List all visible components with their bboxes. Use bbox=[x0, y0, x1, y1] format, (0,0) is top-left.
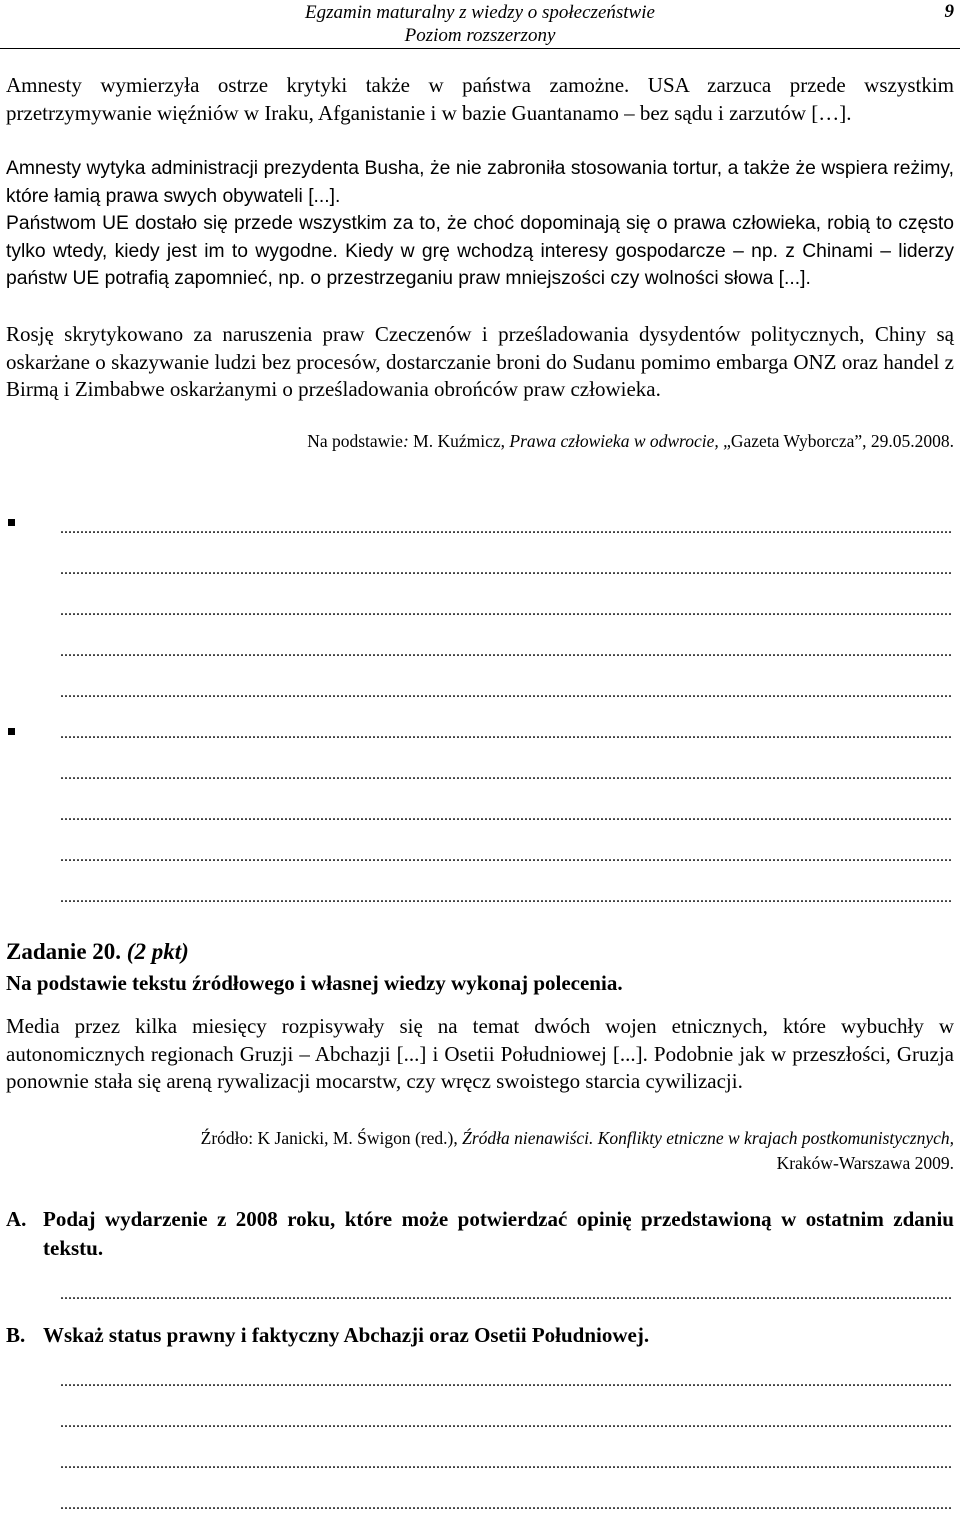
task-source-text: Media przez kilka miesięcy rozpisywały się na temat dwóch wojen etnicznych, które wybuchły w autonomicznych regionach Gruzji – Abchazji [...] i Osetii Południowej [...]. Podobnie jak w przeszłości, Gruzja ponownie stała się areną rywalizacji mocarstw, czy wręcz swoistego starcia cywilizacji. bbox=[6, 1014, 954, 1094]
exam-level: Poziom rozszerzony bbox=[404, 25, 556, 46]
bullet-2-icon bbox=[8, 728, 15, 735]
citation-colon: : bbox=[402, 431, 409, 451]
answer-line[interactable]: ............................................................................................................................................................................................................................... bbox=[60, 807, 952, 824]
citation-author: M. Kuźmicz, bbox=[408, 431, 510, 451]
answer-line[interactable]: ............................................................................................................................................................................................................................... bbox=[60, 561, 952, 578]
task-points: (2 pkt) bbox=[126, 939, 189, 964]
citation-rest: „Gazeta Wyborcza”, 29.05.2008. bbox=[718, 431, 954, 451]
answer-line[interactable]: ............................................................................................................................................................................................................................... bbox=[60, 1286, 952, 1303]
answer-line[interactable]: ............................................................................................................................................................................................................................... bbox=[60, 1496, 952, 1513]
answer-line[interactable]: ............................................................................................................................................................................................................................... bbox=[60, 602, 952, 619]
page-header bbox=[0, 0, 960, 49]
task-instruction: Na podstawie tekstu źródłowego i własnej wiedzy wykonaj polecenia. bbox=[6, 971, 623, 995]
citation-title: Prawa człowieka w odwrocie, bbox=[509, 431, 719, 451]
task-20-title bbox=[6, 938, 189, 966]
citation-title: Źródła nienawiści. Konflikty etniczne w krajach postkomunistycznych, bbox=[462, 1128, 954, 1148]
answer-line[interactable]: ............................................................................................................................................................................................................................... bbox=[60, 643, 952, 660]
answer-line[interactable]: ............................................................................................................................................................................................................................... bbox=[60, 684, 952, 701]
source-citation-1 bbox=[6, 430, 954, 452]
answer-line[interactable]: ............................................................................................................................................................................................................................... bbox=[60, 1455, 952, 1472]
bullet-1-icon bbox=[8, 519, 15, 526]
exam-title: Egzamin maturalny z wiedzy o społeczeństwie bbox=[305, 2, 655, 23]
answer-line[interactable]: ............................................................................................................................................................................................................................... bbox=[60, 848, 952, 865]
answer-line[interactable]: ............................................................................................................................................................................................................................... bbox=[60, 1414, 952, 1431]
source-paragraph-3: Państwom UE dostało się przede wszystkim za to, że choć dopominają się o prawa człowieka, robią to często tylko wtedy, kiedy jest im to wygodne. Kiedy w grę wchodzą interesy gospodarcze – np. z Chinami – liderzy państw UE potrafią zapomnieć, np. o przestrzeganiu praw mniejszości czy wolności słowa [...]. bbox=[6, 213, 954, 290]
question-a bbox=[6, 1205, 954, 1263]
question-a-text: Podaj wydarzenie z 2008 roku, które może potwierdzać opinię przedstawioną w ostatnim zdaniu tekstu. bbox=[43, 1207, 954, 1260]
source-paragraph-4: Rosję skrytykowano za naruszenia praw Czeczenów i prześladowania dysydentów politycznych, Chiny są oskarżane o skazywanie ludzi bez procesów, dostarczanie broni do Sudanu pomimo embarga ONZ oraz handel z Birmą i Zimbabwe oskarżanymi o prześladowania obrońców praw człowieka. bbox=[6, 322, 954, 402]
answer-line[interactable]: ............................................................................................................................................................................................................................... bbox=[60, 889, 952, 906]
answer-line[interactable]: ............................................................................................................................................................................................................................... bbox=[60, 1373, 952, 1390]
source-paragraph-2: Amnesty wytyka administracji prezydenta Busha, że nie zabroniła stosowania tortur, a także że wspiera reżimy, które łamią prawa swych obywateli [...]. bbox=[6, 158, 954, 207]
citation-prefix: Źródło: K Janicki, M. Świgon (red.), bbox=[200, 1128, 463, 1148]
question-b bbox=[6, 1321, 954, 1350]
source-paragraph-1: Amnesty wymierzyła ostrze krytyki także w państwa zamożne. USA zarzuca przede wszystkim przetrzymywanie więźniów w Iraku, Afganistanie i w bazie Guantanamo – bez sądu i zarzutów […]. bbox=[6, 73, 954, 125]
page-number: 9 bbox=[944, 1, 954, 22]
question-b-text: Wskaż status prawny i faktyczny Abchazji oraz Osetii Południowej. bbox=[43, 1323, 650, 1347]
task-source-citation bbox=[6, 1127, 954, 1149]
task-source-place: Kraków-Warszawa 2009. bbox=[776, 1153, 954, 1173]
citation-prefix: Na podstawie bbox=[307, 431, 403, 451]
question-a-letter: A. bbox=[6, 1207, 27, 1231]
answer-line[interactable]: ............................................................................................................................................................................................................................... bbox=[60, 725, 952, 742]
answer-line[interactable]: ............................................................................................................................................................................................................................... bbox=[60, 766, 952, 783]
question-b-letter: B. bbox=[6, 1323, 26, 1347]
task-number: Zadanie 20. bbox=[6, 939, 122, 964]
answer-line[interactable]: ............................................................................................................................................................................................................................... bbox=[60, 520, 952, 537]
